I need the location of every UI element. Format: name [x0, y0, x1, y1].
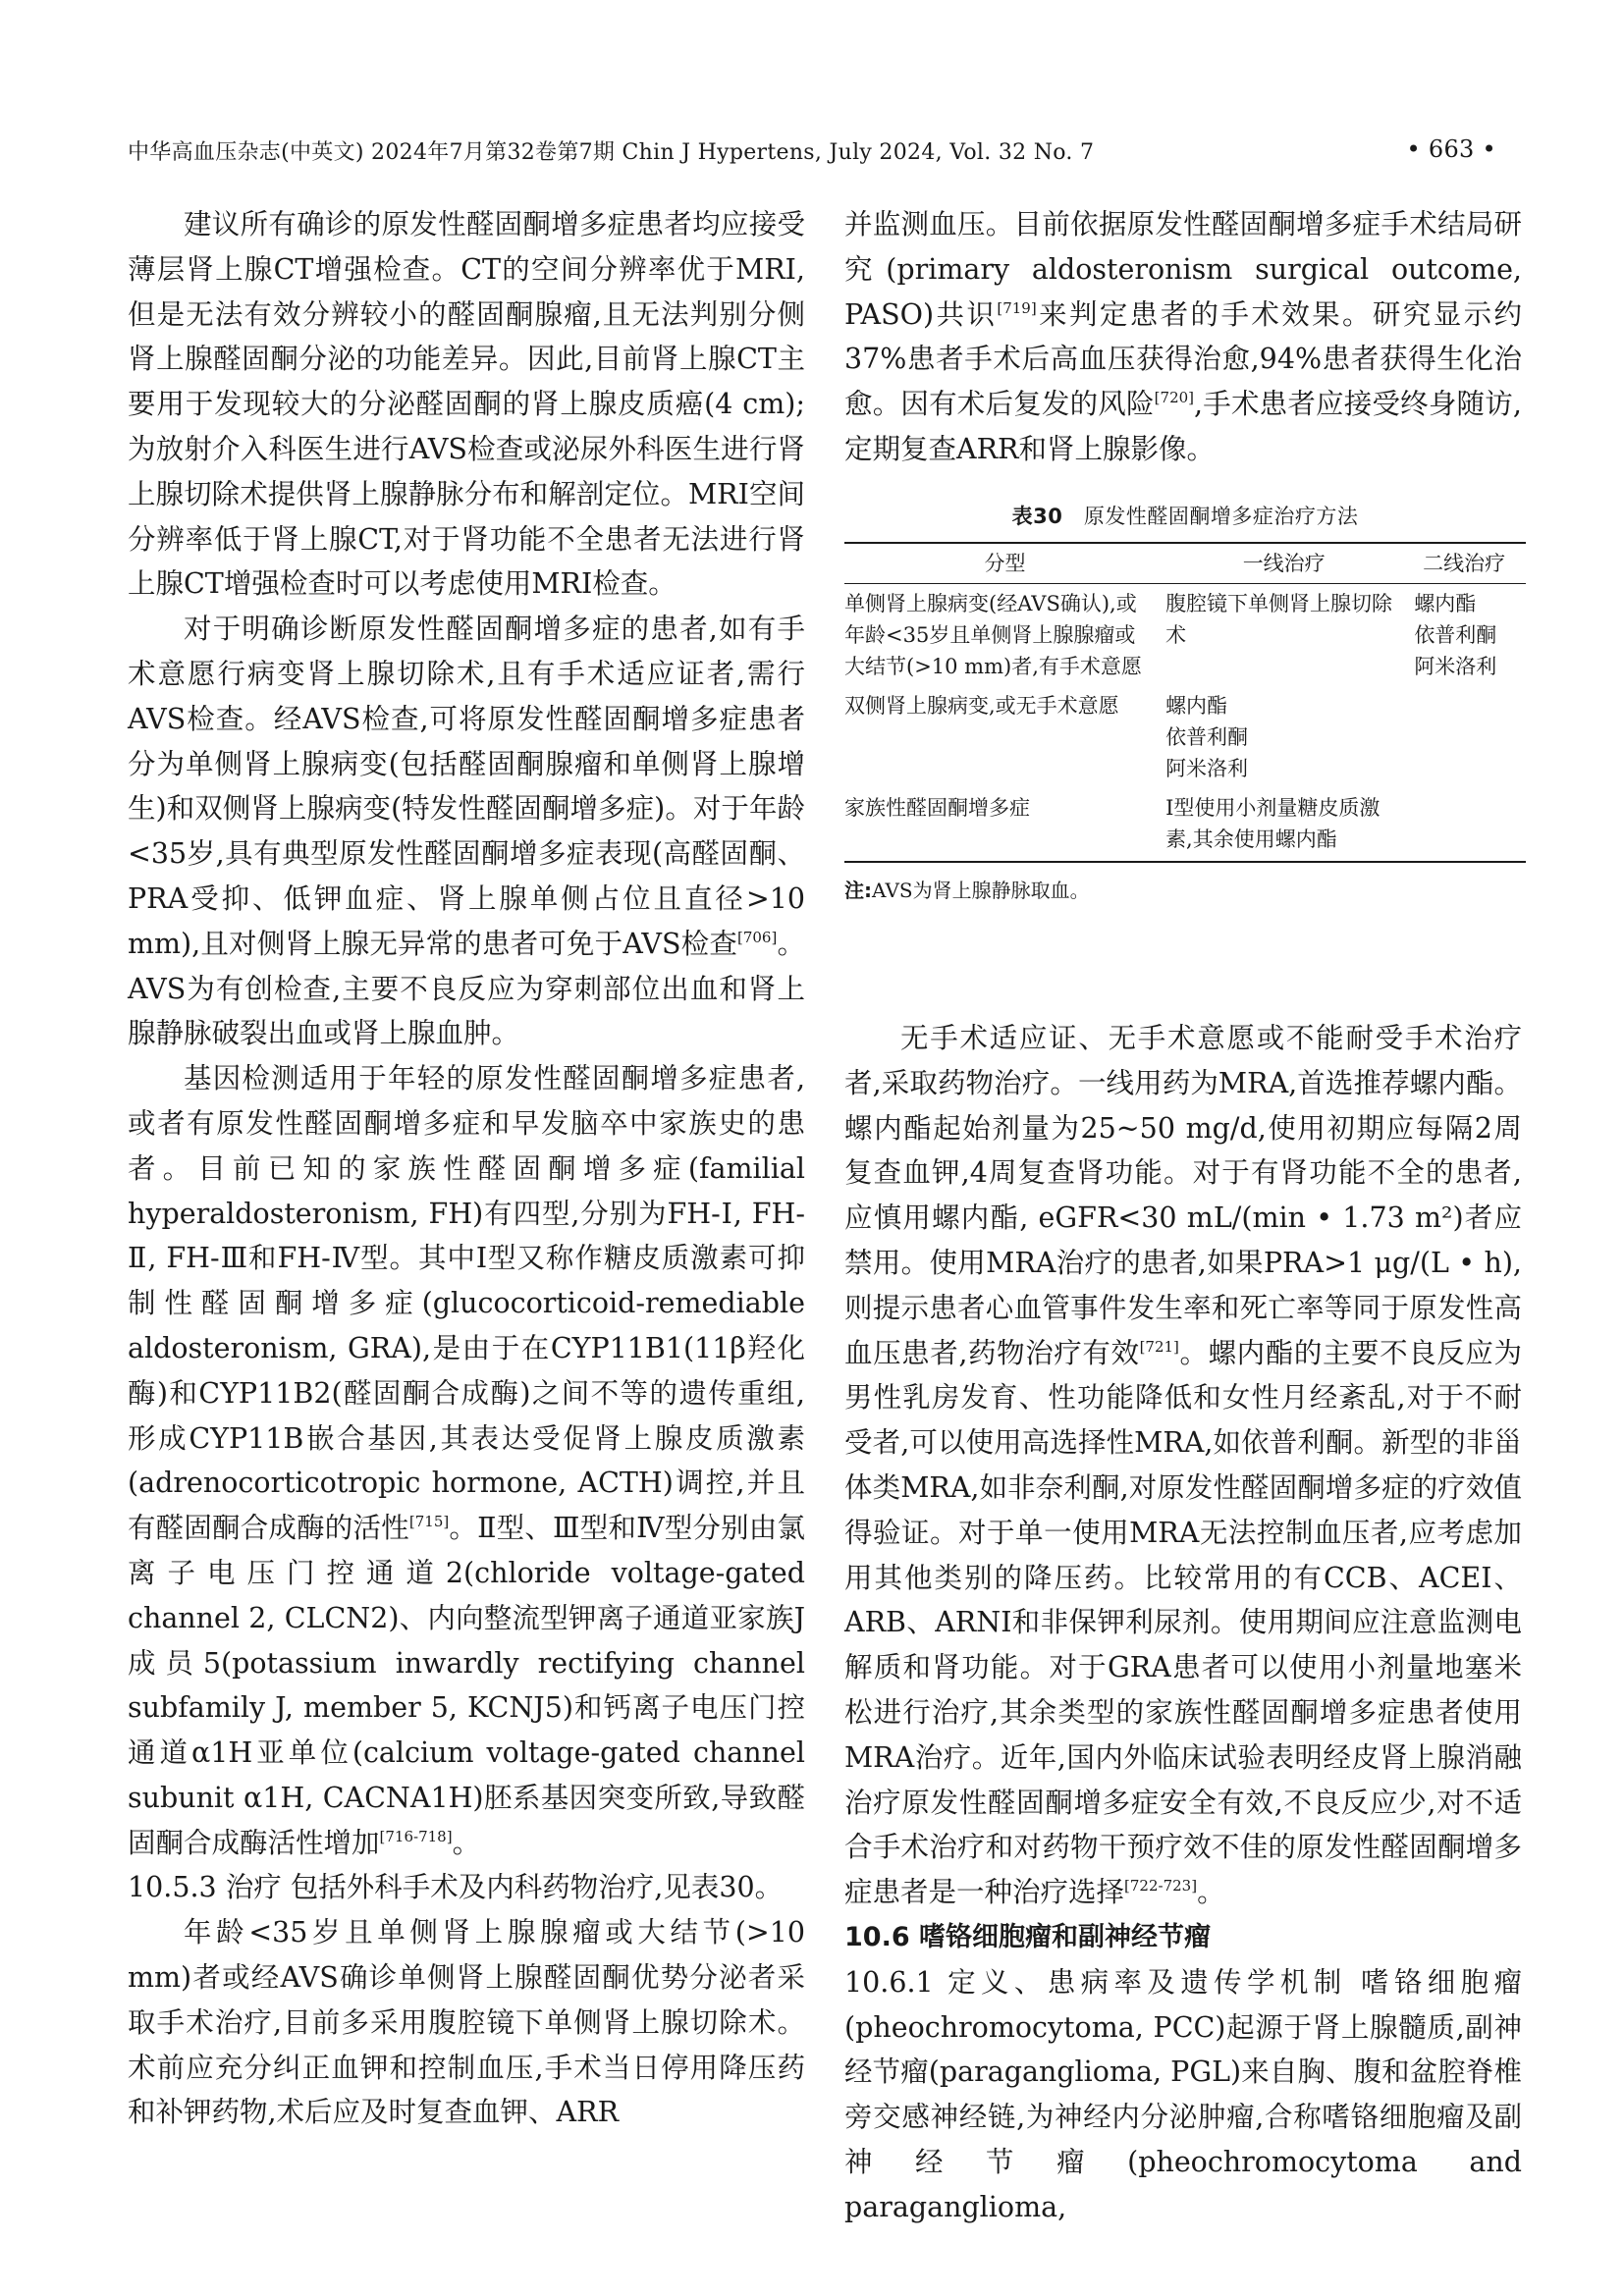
cell-type: 家族性醛固酮增多症 — [844, 788, 1165, 862]
paragraph-surgery: 年龄<35岁且单侧肾上腺腺瘤或大结节(>10 mm)者或经AVS确诊单侧肾上腺醛固酮优势分泌者采取手术治疗,目前多采用腹腔镜下单侧肾上腺切除术。术前应充分纠正血钾和控制血压,手术当日停用降压药和补钾药物,术后应及时复查血钾、ARR — [128, 1916, 805, 2129]
right-column-top — [844, 202, 1522, 472]
right-column-bottom — [844, 1016, 1522, 2230]
journal-citation: 中华高血压杂志(中英文) 2024年7月第32卷第7期 Chin J Hypertens, July 2024, Vol. 32 No. 7 — [128, 140, 1095, 165]
citation: [722-723] — [1124, 1877, 1198, 1896]
table-row — [844, 788, 1526, 862]
section-10-6-1: 10.6.1 定义、患病率及遗传学机制 嗜铬细胞瘤(pheochromocytoma, PCC)起源于肾上腺髓质,副神经节瘤(paraganglioma, PGL)来自胸、腹和盆腔脊椎旁交感神经链,为神经内分泌肿瘤,合称嗜铬细胞瘤及副神经节瘤(pheochromocytoma and paraganglioma, — [844, 1965, 1522, 2223]
header-second-line: 二线治疗 — [1402, 543, 1526, 584]
citation: [719] — [997, 298, 1037, 317]
cell-first-line: 腹腔镜下单侧肾上腺切除术 — [1165, 592, 1393, 647]
running-header — [128, 135, 1496, 175]
page-number: • 663 • — [1406, 135, 1496, 163]
table-title: 表30 原发性醛固酮增多症治疗方法 — [1011, 505, 1359, 528]
cell-type: 单侧肾上腺病变(经AVS确认),或年龄<35岁且单侧肾上腺腺瘤或大结节(>10 mm)者,有手术意愿 — [844, 592, 1142, 678]
citation: [720] — [1154, 389, 1195, 407]
cell-second-line — [1402, 788, 1526, 862]
cell-type: 双侧肾上腺病变,或无手术意愿 — [844, 694, 1119, 718]
table-row — [844, 686, 1526, 788]
paragraph-paso: 并监测血压。目前依据原发性醛固酮增多症手术结局研究(primary aldosteronism surgical outcome, PASO)共识[719]来判定患者的手术效果。研究显示约37%患者手术后高血压获得治愈,94%患者获得生化治愈。因有术后复发的风险[720],手术患者应接受终身随访,定期复查ARR和肾上腺影像。 — [844, 208, 1522, 465]
paragraph-drug-therapy: 无手术适应证、无手术意愿或不能耐受手术治疗者,采取药物治疗。一线用药为MRA,首选推荐螺内酯。螺内酯起始剂量为25~50 mg/d,使用初期应每隔2周复查血钾,4周复查肾功能。对于有肾功能不全的患者,应慎用螺内酯, eGFR<30 mL/(min • 1.73 m²)者应禁用。使用MRA治疗的患者,如果PRA>1 μg/(L • h),则提示患者心血管事件发生率和死亡率等同于原发性高血压患者,药物治疗有效[721]。螺内酯的主要不良反应为男性乳房发育、性功能降低和女性月经紊乱,对于不耐受者,可以使用高选择性MRA,如依普利酮。新型的非甾体类MRA,如非奈利酮,对原发性醛固酮增多症的疗效值得验证。对于单一使用MRA无法控制血压者,应考虑加用其他类别的降压药。比较常用的有CCB、ACEI、ARB、ARNI和非保钾利尿剂。使用期间应注意监测电解质和肾功能。对于GRA患者可以使用小剂量地塞米松进行治疗,其余类型的家族性醛固酮增多症患者使用MRA治疗。近年,国内外临床试验表明经皮肾上腺消融治疗原发性醛固酮增多症安全有效,不良反应少,对不适合手术治疗和对药物干预疗效不佳的原发性醛固酮增多症患者是一种治疗选择[722-723]。 — [844, 1022, 1522, 1909]
paragraph-avs: 对于明确诊断原发性醛固酮增多症的患者,如有手术意愿行病变肾上腺切除术,且有手术适应证者,需行AVS检查。经AVS检查,可将原发性醛固酮增多症患者分为单侧肾上腺病变(包括醛固酮腺瘤和单侧肾上腺增生)和双侧肾上腺病变(特发性醛固酮增多症)。对于年龄<35岁,具有典型原发性醛固酮增多症表现(高醛固酮、PRA受抑、低钾血症、肾上腺单侧占位且直径>10 mm),且对侧肾上腺无异常的患者可免于AVS检查[706]。AVS为有创检查,主要不良反应为穿刺部位出血和肾上腺静脉破裂出血或肾上腺血肿。 — [128, 613, 805, 1050]
cell-second-line: 螺内酯 依普利酮 阿米洛利 — [1414, 592, 1497, 678]
paragraph-genetic-testing: 基因检测适用于年轻的原发性醛固酮增多症患者,或者有原发性醛固酮增多症和早发脑卒中家族史的患者。目前已知的家族性醛固酮增多症(familial hyperaldosteronism, FH)有四型,分别为FH-Ⅰ, FH-Ⅱ, FH-Ⅲ和FH-Ⅳ型。其中Ⅰ型又称作糖皮质激素可抑制性醛固酮增多症(glucocorticoid-remediable aldosteronism, GRA),是由于在CYP11B1(11β羟化酶)和CYP11B2(醛固酮合成酶)之间不等的遗传重组,形成CYP11B嵌合基因,其表达受促肾上腺皮质激素(adrenocorticotropic hormone, ACTH)调控,并且有醛固酮合成酶的活性[715]。Ⅱ型、Ⅲ型和Ⅳ型分别由氯离子电压门控通道2(chloride voltage-gated channel 2, CLCN2)、内向整流型钾离子通道亚家族J成员5(potassium inwardly rectifying channel subfamily J, member 5, KCNJ5)和钙离子电压门控通道α1H亚单位(calcium voltage-gated channel subunit α1H, CACNA1H)胚系基因突变所致,导致醛固酮合成酶活性增加[716-718]。 — [128, 1062, 805, 1859]
section-10-6-heading: 10.6 嗜铬细胞瘤和副神经节瘤 — [844, 1921, 1212, 1952]
paragraph-ct-exam: 建议所有确诊的原发性醛固酮增多症患者均应接受薄层肾上腺CT增强检查。CT的空间分辨率优于MRI,但是无法有效分辨较小的醛固酮腺瘤,且无法判别分侧肾上腺醛固酮分泌的功能差异。因此,目前肾上腺CT主要用于发现较大的分泌醛固酮的肾上腺皮质癌(4 cm);为放射介入科医生进行AVS检查或泌尿外科医生进行肾上腺切除术提供肾上腺静脉分布和解剖定位。MRI空间分辨率低于肾上腺CT,对于肾功能不全患者无法进行肾上腺CT增强检查时可以考虑使用MRI检查。 — [128, 208, 805, 601]
header-type: 分型 — [844, 543, 1165, 584]
citation: [716-718] — [379, 1827, 453, 1845]
table-note: 注:AVS为肾上腺静脉取血。 — [844, 879, 1090, 902]
cell-first-line: Ⅰ型使用小剂量糖皮质激素,其余使用螺内酯 — [1165, 788, 1402, 862]
citation: [706] — [736, 928, 778, 946]
cell-second-line — [1402, 686, 1526, 788]
citation: [715] — [408, 1513, 450, 1531]
table-row — [844, 584, 1526, 687]
citation: [721] — [1139, 1337, 1179, 1356]
table-30 — [844, 501, 1526, 906]
header-first-line: 一线治疗 — [1165, 543, 1402, 584]
left-column — [128, 202, 805, 2135]
treatment-table — [844, 542, 1526, 863]
cell-first-line: 螺内酯 依普利酮 阿米洛利 — [1165, 694, 1249, 780]
section-10-5-3: 10.5.3 治疗 包括外科手术及内科药物治疗,见表30。 — [128, 1871, 784, 1904]
